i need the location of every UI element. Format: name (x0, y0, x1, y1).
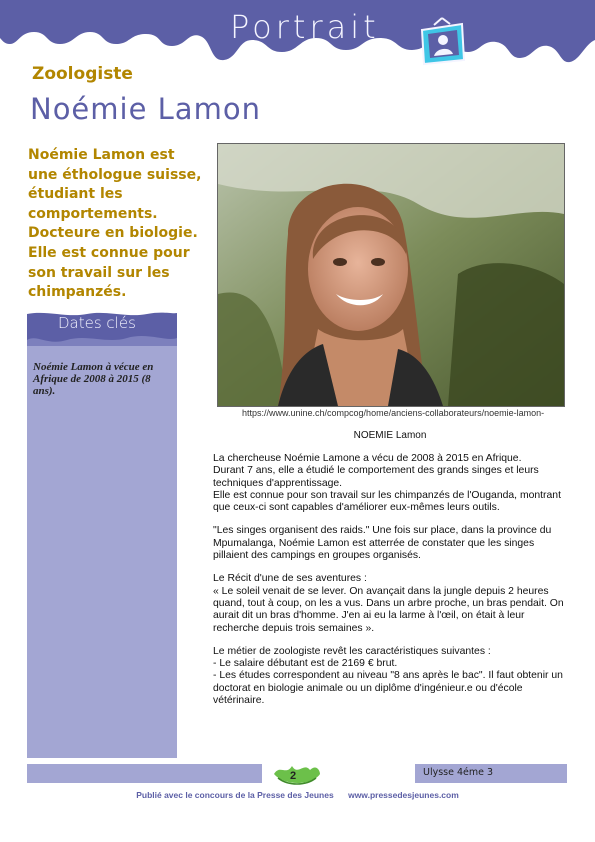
photo-source-url: https://www.unine.ch/compcog/home/anciens-collaborateurs/noemie-lamon- (242, 408, 545, 418)
article-paragraph-2: "Les singes organisent des raids." Une fois sur place, dans la province du Mpumalanga, Noémie Lamon est atterrée de constater que les singes pillaient des campings en groupes organisés. (213, 525, 552, 562)
article-paragraph-1 (213, 453, 568, 514)
article-line: Le Récit d'une de ses aventures : (213, 573, 367, 585)
article-line: - Le salaire débutant est de 2169 € brut. (213, 658, 398, 670)
article-paragraph-4 (213, 646, 568, 707)
footer-website-link[interactable]: www.pressedesjeunes.com (348, 790, 459, 800)
section-kicker: Zoologiste (32, 64, 133, 84)
article-line: - Les études correspondent au niveau "8 ans après le bac". Il faut obtenir un doctorat en biologie animale ou un diplôme d'ingénieur.e ou d'école vétérinaire. (213, 670, 563, 707)
footer-bar-left (27, 764, 262, 783)
article-line: Elle est connue pour son travail sur les chimpanzés de l'Ouganda, montrant que ceux-ci sont capables d'améliorer eux-mêmes leurs outils. (213, 489, 561, 514)
footer-credit-text: Publié avec le concours de la Presse des Jeunes (136, 790, 334, 800)
article-line: Durant 7 ans, elle a étudié le comportement des grands singes et leurs techniques d'apprentissage. (213, 465, 539, 489)
page-number-badge-icon (272, 760, 322, 788)
article-line: Le métier de zoologiste revêt les caractéristiques suivantes : (213, 645, 491, 657)
sidebar-column (27, 346, 177, 758)
article-line: « Le soleil venait de se lever. On avançait dans la jungle depuis 2 heures quand, tout à coup, on les a vus. Dans un arbre proche, un bras pendait. On aurait dit un bras d'homme. J'en ai eu la larme à l'œil, on était à leur recherche depuis trois semaines ». (213, 585, 564, 634)
article-line: La chercheuse Noémie Lamone a vécu de 2008 à 2015 en Afrique. (213, 453, 522, 464)
photo-caption: NOEMIE Lamon (353, 430, 427, 441)
article-paragraph-3 (213, 573, 568, 634)
portrait-frame-icon (414, 16, 468, 66)
sidebar-heading: Dates clés (58, 314, 136, 332)
class-label: Ulysse 4éme 3 (423, 767, 494, 778)
page-number: 2 (290, 770, 297, 782)
page-title: Noémie Lamon (30, 92, 261, 126)
portrait-photo (217, 143, 565, 407)
intro-text: Noémie Lamon est une éthologue suisse, étudiant les comportements. Docteure en biologie. Elle est connue pour son travail sur les chimpanzés. (28, 147, 202, 301)
sidebar-text: Noémie Lamon à vécue en Afrique de 2008 à 2015 (8 ans). (33, 361, 154, 398)
banner-title: Portrait (230, 8, 380, 46)
article-body (213, 453, 568, 718)
footer-credits (0, 790, 595, 800)
